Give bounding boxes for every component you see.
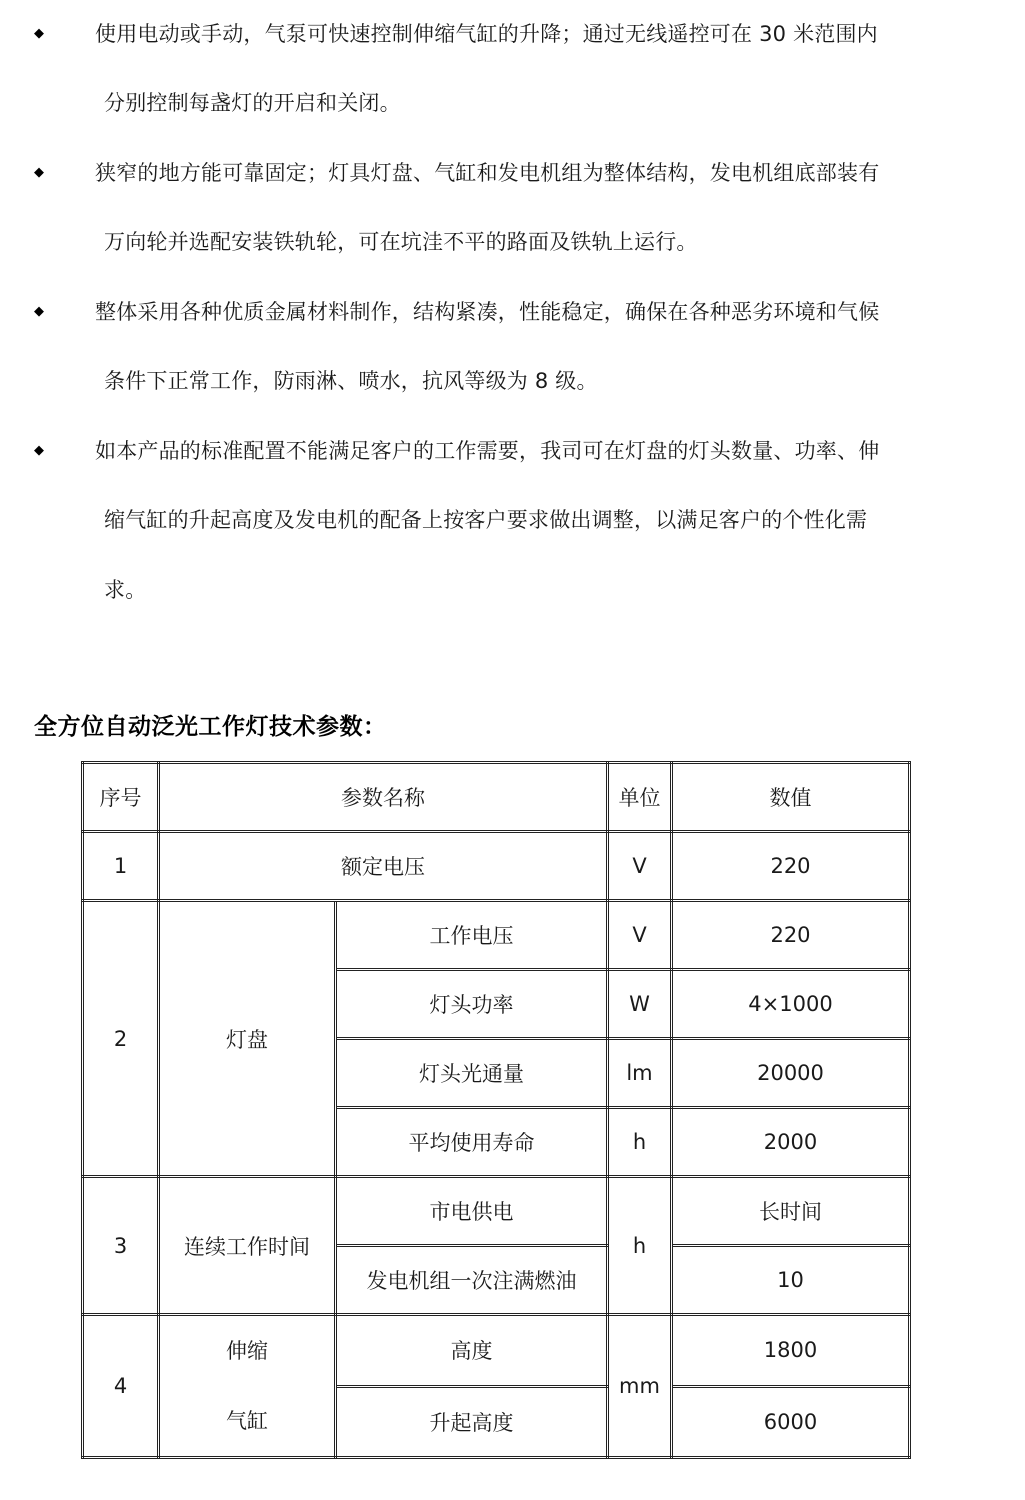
diamond-bullet-icon: ◆ bbox=[34, 165, 44, 180]
cell-name: 高度 bbox=[336, 1315, 608, 1387]
diamond-bullet-icon: ◆ bbox=[34, 443, 44, 458]
bullet-text-line: 求。 bbox=[104, 578, 147, 602]
cell-name: 额定电压 bbox=[159, 832, 608, 901]
table-row bbox=[83, 832, 910, 901]
bullet-text-line: 整体采用各种优质金属材料制作，结构紧凑，性能稳定，确保在各种恶劣环境和气候 bbox=[95, 300, 880, 324]
cell-unit: mm bbox=[608, 1315, 672, 1458]
diamond-bullet-icon: ◆ bbox=[34, 26, 44, 41]
cell-name: 工作电压 bbox=[336, 901, 608, 970]
cell-no: 1 bbox=[83, 832, 159, 901]
spec-table bbox=[81, 761, 911, 1459]
cell-unit: lm bbox=[608, 1039, 672, 1108]
cell-value: 长时间 bbox=[672, 1177, 910, 1246]
bullet-text-line: 条件下正常工作，防雨淋、喷水，抗风等级为 8 级。 bbox=[104, 369, 598, 393]
cell-name: 灯头光通量 bbox=[336, 1039, 608, 1108]
bullet-text-line: 缩气缸的升起高度及发电机的配备上按客户要求做出调整，以满足客户的个性化需 bbox=[104, 508, 868, 532]
cell-no: 4 bbox=[83, 1315, 159, 1458]
header-value: 数值 bbox=[672, 763, 910, 832]
cell-unit: W bbox=[608, 970, 672, 1039]
cell-value: 1800 bbox=[672, 1315, 910, 1387]
cell-value: 20000 bbox=[672, 1039, 910, 1108]
cell-value: 6000 bbox=[672, 1386, 910, 1458]
table-row bbox=[83, 901, 910, 970]
table-header-row bbox=[83, 763, 910, 832]
cell-unit: V bbox=[608, 832, 672, 901]
table-row bbox=[83, 1177, 910, 1246]
table-row bbox=[83, 1315, 910, 1387]
bullet-text-line: 使用电动或手动，气泵可快速控制伸缩气缸的升降；通过无线遥控可在 30 米范围内 bbox=[95, 22, 878, 46]
bullet-text-line: 狭窄的地方能可靠固定；灯具灯盘、气缸和发电机组为整体结构，发电机组底部装有 bbox=[95, 161, 880, 185]
cell-group-line: 气缸 bbox=[226, 1409, 268, 1433]
cell-name: 平均使用寿命 bbox=[336, 1108, 608, 1177]
cell-unit: h bbox=[608, 1108, 672, 1177]
header-unit: 单位 bbox=[608, 763, 672, 832]
cell-name: 升起高度 bbox=[336, 1386, 608, 1458]
cell-value: 220 bbox=[672, 901, 910, 970]
bullet-text-line: 万向轮并选配安装铁轨轮，可在坑洼不平的路面及铁轨上运行。 bbox=[104, 230, 698, 254]
cell-name: 市电供电 bbox=[336, 1177, 608, 1246]
cell-group-line: 伸缩 bbox=[226, 1339, 268, 1363]
cell-no: 2 bbox=[83, 901, 159, 1177]
bullet-text-line: 如本产品的标准配置不能满足客户的工作需要，我司可在灯盘的灯头数量、功率、伸 bbox=[95, 439, 880, 463]
cell-group: 灯盘 bbox=[159, 901, 336, 1177]
header-name: 参数名称 bbox=[159, 763, 608, 832]
cell-value: 220 bbox=[672, 832, 910, 901]
cell-value: 10 bbox=[672, 1246, 910, 1315]
cell-name: 发电机组一次注满燃油 bbox=[336, 1246, 608, 1315]
bullet-text-line: 分别控制每盏灯的开启和关闭。 bbox=[104, 91, 401, 115]
cell-group bbox=[159, 1315, 336, 1458]
cell-no: 3 bbox=[83, 1177, 159, 1315]
cell-group: 连续工作时间 bbox=[159, 1177, 336, 1315]
diamond-bullet-icon: ◆ bbox=[34, 304, 44, 319]
cell-value: 2000 bbox=[672, 1108, 910, 1177]
header-no: 序号 bbox=[83, 763, 159, 832]
cell-unit: V bbox=[608, 901, 672, 970]
cell-unit: h bbox=[608, 1177, 672, 1315]
cell-value: 4×1000 bbox=[672, 970, 910, 1039]
section-heading: 全方位自动泛光工作灯技术参数： bbox=[34, 714, 387, 740]
cell-name: 灯头功率 bbox=[336, 970, 608, 1039]
